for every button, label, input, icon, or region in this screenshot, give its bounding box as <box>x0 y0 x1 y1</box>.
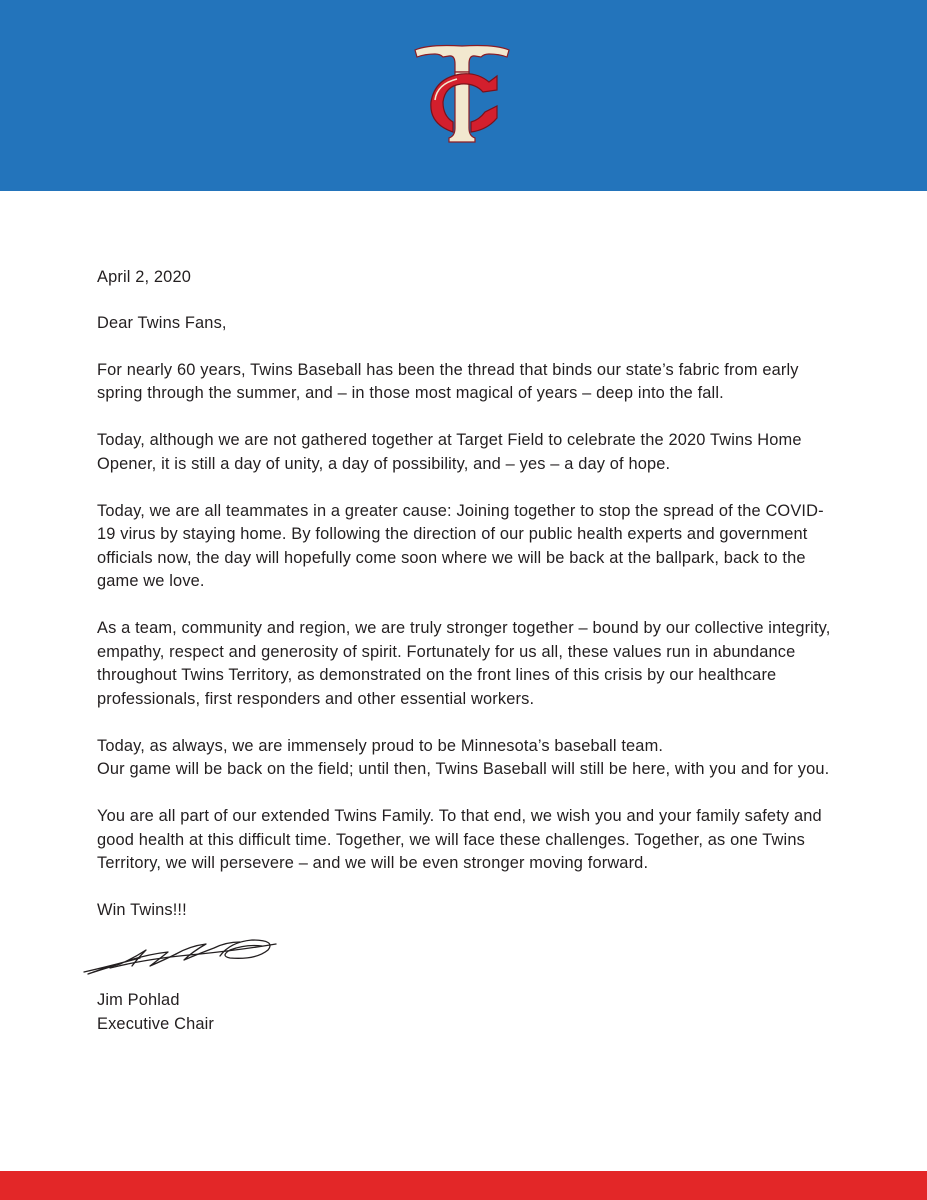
letter-paragraph: For nearly 60 years, Twins Baseball has been the thread that binds our state’s fabric from early spring through the summer, and – in those most magical of years – deep into the fall. <box>97 360 799 402</box>
letter-closing: Win Twins!!! <box>97 901 187 919</box>
letter-body <box>97 266 837 946</box>
letter-paragraph: Today, we are all teammates in a greater cause: Joining together to stop the spread of the COVID-19 virus by staying home. By following the direction of our public health experts and government officials now, the day will hopefully come soon where we will be back at the ballpark, back to the game we love. <box>97 501 824 590</box>
signer-title: Executive Chair <box>97 1014 215 1033</box>
letter-salutation: Dear Twins Fans, <box>97 313 227 332</box>
header-banner <box>0 0 927 191</box>
letter-paragraph-line: Our game will be back on the field; until then, Twins Baseball will still be here, with you and for you. <box>97 760 830 778</box>
letter-paragraph: You are all part of our extended Twins Family. To that end, we wish you and your family safety and good health at this difficult time. Together, we will face these challenges. Together, as one Twins Territory, we will persevere – and we will be even stronger moving forward. <box>97 807 822 872</box>
letter-date: April 2, 2020 <box>97 268 191 286</box>
handwritten-signature <box>80 936 280 980</box>
footer-band <box>0 1171 927 1200</box>
signer-name: Jim Pohlad <box>97 991 180 1009</box>
letter-paragraph <box>97 735 837 782</box>
letter-paragraph: Today, although we are not gathered together at Target Field to celebrate the 2020 Twins Home Opener, it is still a day of unity, a day of possibility, and – yes – a day of hope. <box>97 431 802 473</box>
signer-block <box>97 989 214 1036</box>
letter-paragraph-line: Today, as always, we are immensely proud to be Minnesota’s baseball team. <box>97 736 664 755</box>
letter-paragraph: As a team, community and region, we are truly stronger together – bound by our collective integrity, empathy, respect and generosity of spirit. Fortunately for us all, these values run in abundance throughout Twins Territory, as demonstrated on the front lines of this crisis by our healthcare professionals, first responders and other essential workers. <box>97 619 831 708</box>
twins-tc-logo-icon <box>411 42 513 146</box>
